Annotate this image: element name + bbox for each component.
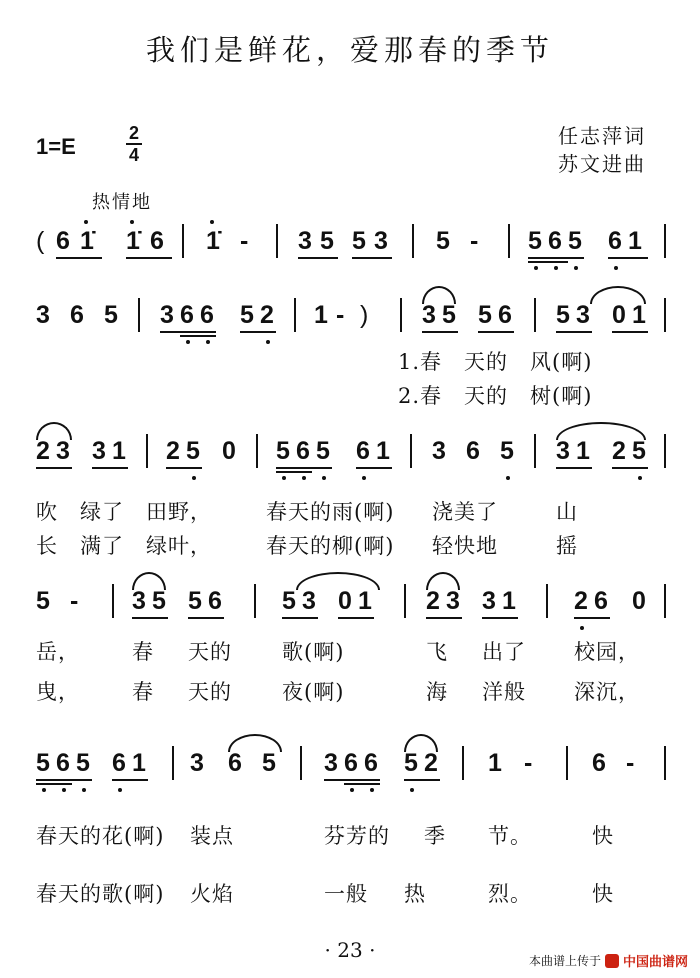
note: 6 (608, 227, 622, 255)
note: 1̇ (126, 227, 140, 255)
note: 3 (432, 437, 446, 465)
lyric-verse-1: 春天的雨(啊) (266, 500, 395, 524)
note: 1 (358, 587, 372, 615)
slur (36, 422, 72, 440)
note: 5 (632, 437, 646, 465)
time-signature (126, 124, 142, 164)
note: 6 (56, 749, 70, 777)
site-name: 中国曲谱网 (622, 954, 688, 969)
barline (546, 584, 548, 618)
note: 6 (150, 227, 164, 255)
lyric-verse-2: 轻快地 (432, 534, 498, 558)
underline (478, 331, 514, 333)
low-dot (574, 266, 578, 270)
note: 0 (632, 587, 646, 615)
note: 1 (632, 301, 646, 329)
underline (126, 257, 172, 259)
lyric-verse-2: 洋般 (482, 680, 526, 704)
note: 5 (404, 749, 418, 777)
note: 1 (112, 437, 126, 465)
note: 1 (132, 749, 146, 777)
barline (404, 584, 406, 618)
note: 5 (478, 301, 492, 329)
low-dot (370, 788, 374, 792)
note: 6 (498, 301, 512, 329)
barline (256, 434, 258, 468)
note: 3 (482, 587, 496, 615)
low-dot (322, 476, 326, 480)
low-dot (638, 476, 642, 480)
underline (528, 257, 584, 259)
underline (282, 617, 318, 619)
underline (240, 331, 276, 333)
note: 6 (112, 749, 126, 777)
slur (556, 422, 646, 440)
score-line-4 (0, 586, 700, 704)
low-dot (118, 788, 122, 792)
note: 6 (364, 749, 378, 777)
dash: - (524, 749, 533, 777)
underline (574, 617, 610, 619)
note: 5 (262, 749, 276, 777)
underline (324, 779, 380, 781)
underline (56, 257, 102, 259)
lyric-verse-1: 山 (556, 500, 578, 524)
double-underline (276, 471, 312, 473)
note: 3 (36, 301, 50, 329)
barline (534, 434, 536, 468)
barline (664, 298, 666, 332)
composer-credit: 苏文进曲 (558, 152, 646, 176)
upload-watermark (529, 951, 688, 970)
lyric-verse-2: 长 满了 绿叶， (36, 534, 212, 558)
note: 5 (282, 587, 296, 615)
barline (400, 298, 402, 332)
barline (664, 224, 666, 258)
note: 6 (70, 301, 84, 329)
note: 6 (592, 749, 606, 777)
lyric-verse-1: 1.春 天的 风(啊) (398, 350, 593, 374)
note: 6 (180, 301, 194, 329)
underline (36, 779, 92, 781)
barline (254, 584, 256, 618)
key-signature: 1=E (36, 134, 76, 159)
note: 5 (436, 227, 450, 255)
lyric-verse-2: 火焰 (190, 882, 234, 906)
note: 2 (260, 301, 274, 329)
time-signature-bottom: 4 (128, 145, 139, 165)
note: 2 (426, 587, 440, 615)
high-dot (130, 220, 134, 224)
underline (612, 331, 648, 333)
lyric-verse-1: 快 (592, 824, 614, 848)
lyric-verse-1: 装点 (190, 824, 234, 848)
underline (188, 617, 224, 619)
note: 6 (296, 437, 310, 465)
lyric-verse-2: 天的 (188, 680, 232, 704)
note: 3 (302, 587, 316, 615)
note: 3 (298, 227, 312, 255)
low-dot (42, 788, 46, 792)
low-dot (62, 788, 66, 792)
low-dot (506, 476, 510, 480)
underline (36, 467, 72, 469)
note: 5 (188, 587, 202, 615)
underline (422, 331, 458, 333)
note: 0 (612, 301, 626, 329)
note: 5 (36, 587, 50, 615)
note: 1 (628, 227, 642, 255)
lyric-verse-1: 天的 (188, 640, 232, 664)
dash: - (470, 227, 479, 255)
barline (276, 224, 278, 258)
low-dot (350, 788, 354, 792)
note: 6 (594, 587, 608, 615)
note: 5 (352, 227, 366, 255)
barline (182, 224, 184, 258)
note: 3 (446, 587, 460, 615)
note: 6 (208, 587, 222, 615)
note: 5 (316, 437, 330, 465)
underline (352, 257, 392, 259)
score-line-5 (0, 748, 700, 906)
note: 5 (500, 437, 514, 465)
note: 0 (338, 587, 352, 615)
underline (338, 617, 374, 619)
note: 3 (374, 227, 388, 255)
underline (426, 617, 462, 619)
underline (160, 331, 216, 333)
barline (508, 224, 510, 258)
note: 6 (228, 749, 242, 777)
high-dot (84, 220, 88, 224)
low-dot (534, 266, 538, 270)
note: 1̇ (80, 227, 94, 255)
low-dot (192, 476, 196, 480)
lyric-verse-1: 校园， (574, 640, 640, 664)
lyric-verse-2: 烈。 (488, 882, 532, 906)
dash: - (336, 301, 345, 329)
underline (92, 467, 128, 469)
note: 6 (356, 437, 370, 465)
lyric-verse-1: 吹 绿了 田野， (36, 500, 212, 524)
note: 3 (92, 437, 106, 465)
underline (276, 467, 332, 469)
upload-note: 本曲谱上传于 (528, 954, 601, 968)
slur (296, 572, 380, 590)
barline (410, 434, 412, 468)
note: 5 (152, 587, 166, 615)
slur (426, 572, 460, 590)
tempo-marking: 热情地 (92, 192, 152, 213)
lyric-verse-1: 芬芳的 (324, 824, 390, 848)
note: 5 (240, 301, 254, 329)
lyric-verse-2: 一般 (324, 882, 368, 906)
lyric-verse-2: 夜(啊) (282, 680, 345, 704)
paren-close: ) (360, 301, 369, 329)
note: 1 (376, 437, 390, 465)
low-dot (206, 340, 210, 344)
dash: - (626, 749, 635, 777)
low-dot (410, 788, 414, 792)
note: 5 (276, 437, 290, 465)
barline (138, 298, 140, 332)
underline (166, 467, 202, 469)
page-number: · 23 · (324, 938, 376, 962)
note: 0 (222, 437, 236, 465)
dash: - (240, 227, 249, 255)
lyric-verse-2: 春天的柳(啊) (266, 534, 395, 558)
note: 2 (36, 437, 50, 465)
note: 1 (502, 587, 516, 615)
song-title: 我们是鲜花，爱那春的季节 (145, 33, 554, 67)
lyric-verse-2: 深沉， (574, 680, 640, 704)
note: 3 (56, 437, 70, 465)
note: 3 (324, 749, 338, 777)
barline (664, 584, 666, 618)
lyricist-credit: 任志萍词 (558, 124, 646, 148)
note: 6 (200, 301, 214, 329)
lyric-verse-1: 春天的花(啊) (36, 824, 165, 848)
underline (356, 467, 392, 469)
lyric-verse-1: 歌(啊) (282, 640, 345, 664)
high-dot (210, 220, 214, 224)
underline (556, 331, 592, 333)
barline (534, 298, 536, 332)
note: 5 (104, 301, 118, 329)
note: 3 (190, 749, 204, 777)
low-dot (82, 788, 86, 792)
double-underline (528, 261, 568, 263)
lyric-verse-2: 海 (426, 680, 448, 704)
low-dot (282, 476, 286, 480)
barline (294, 298, 296, 332)
barline (300, 746, 302, 780)
double-underline (36, 783, 72, 785)
barline (566, 746, 568, 780)
note: 5 (76, 749, 90, 777)
note: 2 (424, 749, 438, 777)
underline (482, 617, 518, 619)
double-underline (180, 335, 216, 337)
lyric-verse-2: 春 (132, 680, 154, 704)
score-line-2 (0, 300, 700, 408)
note: 3 (132, 587, 146, 615)
underline (404, 779, 440, 781)
underline (556, 467, 592, 469)
slur (404, 734, 438, 752)
underline (298, 257, 338, 259)
note: 1 (314, 301, 328, 329)
lyric-verse-2: 热 (404, 882, 426, 906)
note: 6 (344, 749, 358, 777)
barline (172, 746, 174, 780)
low-dot (554, 266, 558, 270)
note: 5 (442, 301, 456, 329)
low-dot (266, 340, 270, 344)
lyric-verse-2: 曳， (36, 680, 80, 704)
low-dot (362, 476, 366, 480)
note: 5 (186, 437, 200, 465)
time-signature-top: 2 (128, 123, 139, 143)
note: 1̇ (206, 227, 220, 255)
paren-open: ( (36, 227, 45, 255)
note: 6 (466, 437, 480, 465)
site-logo-icon (605, 954, 619, 968)
low-dot (302, 476, 306, 480)
note: 5 (556, 301, 570, 329)
note: 1 (576, 437, 590, 465)
lyric-verse-1: 节。 (488, 824, 532, 848)
lyric-verse-1: 浇美了 (432, 500, 498, 524)
note: 3 (422, 301, 436, 329)
lyric-verse-2: 快 (592, 882, 614, 906)
score-line-3 (0, 436, 700, 558)
underline (612, 467, 648, 469)
barline (664, 434, 666, 468)
lyric-verse-1: 春 (132, 640, 154, 664)
barline (112, 584, 114, 618)
low-dot (614, 266, 618, 270)
lyric-verse-1: 飞 (426, 640, 448, 664)
lyric-verse-2: 春天的歌(啊) (36, 882, 165, 906)
note: 3 (576, 301, 590, 329)
underline (608, 257, 648, 259)
note: 2 (166, 437, 180, 465)
low-dot (580, 626, 584, 630)
note: 3 (160, 301, 174, 329)
barline (412, 224, 414, 258)
lyric-verse-1: 岳， (36, 640, 80, 664)
note: 5 (528, 227, 542, 255)
note: 6 (548, 227, 562, 255)
note: 3 (556, 437, 570, 465)
note: 5 (36, 749, 50, 777)
low-dot (186, 340, 190, 344)
lyric-verse-2: 摇 (556, 534, 578, 558)
note: 2 (574, 587, 588, 615)
note: 2 (612, 437, 626, 465)
barline (664, 746, 666, 780)
note: 1 (488, 749, 502, 777)
note: 5 (320, 227, 334, 255)
underline (132, 617, 168, 619)
slur (132, 572, 166, 590)
note: 5 (568, 227, 582, 255)
double-underline (344, 783, 380, 785)
lyric-verse-1: 季 (424, 824, 446, 848)
slur (228, 734, 282, 752)
lyric-verse-2: 2.春 天的 树(啊) (398, 384, 593, 408)
underline (112, 779, 148, 781)
barline (146, 434, 148, 468)
dash: - (70, 587, 79, 615)
note: 6 (56, 227, 70, 255)
lyric-verse-1: 出了 (482, 640, 526, 664)
barline (462, 746, 464, 780)
